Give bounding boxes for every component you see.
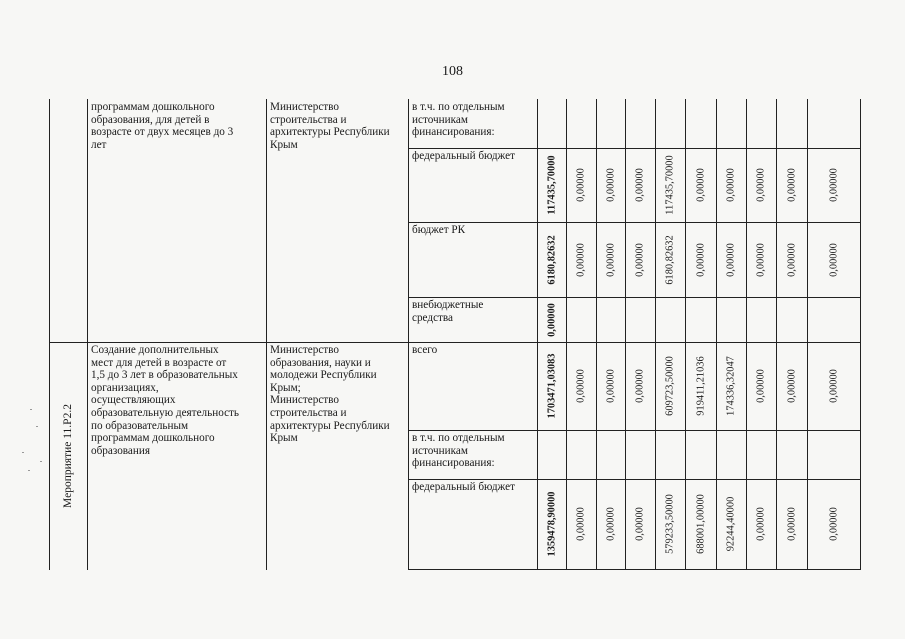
amount-year: 0,00000 (634, 369, 646, 403)
funding-table (49, 99, 860, 569)
scan-speck (36, 426, 38, 427)
table-rule-vertical (746, 99, 747, 570)
funding-source: в т.ч. по отдельным источникам финансирования: (412, 101, 505, 139)
table-rule-vertical (49, 99, 50, 570)
amount-total: 1703471,03083 (546, 353, 557, 419)
measure-description: Создание дополнительных мест для детей в возрасте от 1,5 до 3 лет в образовательных организациях, осуществляющих образовательную деятельность по образовательным программам дошкольного образования (91, 344, 240, 457)
table-rule-vertical (807, 99, 808, 570)
amount-total: 6180,82632 (546, 234, 557, 285)
table-rule-vertical (266, 99, 267, 570)
amount-year: 609723,50000 (664, 356, 676, 416)
amount-year: 919411,21036 (695, 356, 706, 416)
table-rule-horizontal (408, 430, 861, 431)
table-rule-vertical (625, 99, 626, 570)
amount-year: 688001,00000 (695, 494, 706, 554)
amount-year: 0,00000 (575, 369, 587, 403)
funding-source: федеральный бюджет (412, 150, 515, 162)
measure-description: программам дошкольного образования, для детей в возрасте от двух месяцев до 3 лет (91, 101, 234, 151)
table-rule-vertical (537, 99, 538, 570)
amount-total: 1359478,90000 (546, 491, 557, 557)
table-rule-vertical (566, 99, 567, 570)
measure-label: Мероприятие 11.P2.2 (62, 403, 74, 508)
amount-year: 579233,50000 (664, 494, 676, 554)
page-number: 108 (442, 64, 463, 79)
amount-year: 0,00000 (605, 507, 616, 541)
amount-year: 0,00000 (786, 242, 797, 277)
amount-year: 92244,40000 (725, 496, 737, 552)
amount-year: 0,00000 (755, 507, 767, 541)
amount-year: 174336,32047 (725, 356, 737, 416)
table-rule-vertical (716, 99, 717, 570)
funding-source: всего (412, 344, 438, 356)
table-rule-horizontal (408, 297, 861, 298)
scan-speck (30, 409, 32, 410)
amount-year: 0,00000 (575, 242, 587, 277)
executor: Министерство строительства и архитектуры Республики Крым (270, 101, 390, 151)
funding-source: внебюджетные средства (412, 299, 484, 324)
amount-year: 0,00000 (828, 369, 839, 403)
table-rule-vertical (596, 99, 597, 570)
amount-year: 6180,82632 (664, 234, 676, 285)
amount-year: 0,00000 (575, 507, 587, 541)
amount-year: 0,00000 (575, 168, 587, 202)
table-rule-vertical (655, 99, 656, 570)
table-rule-vertical (776, 99, 777, 570)
amount-total: 117435,70000 (546, 155, 557, 215)
amount-year: 0,00000 (828, 168, 839, 202)
funding-source: федеральный бюджет (412, 481, 515, 493)
amount-year: 0,00000 (605, 168, 616, 202)
amount-year: 0,00000 (755, 242, 767, 277)
scan-speck (22, 452, 24, 453)
scan-speck (28, 470, 30, 471)
amount-year: 0,00000 (695, 242, 706, 277)
amount-year: 0,00000 (725, 242, 737, 277)
table-rule-horizontal (408, 148, 861, 149)
amount-year: 0,00000 (786, 168, 797, 202)
funding-source: бюджет РК (412, 224, 466, 236)
amount-year: 0,00000 (695, 168, 706, 202)
amount-year: 0,00000 (755, 369, 767, 403)
funding-source: в т.ч. по отдельным источникам финансирования: (412, 432, 505, 470)
amount-year: 0,00000 (786, 369, 797, 403)
amount-year: 0,00000 (755, 168, 767, 202)
table-rule-horizontal (49, 342, 861, 343)
scan-speck (40, 461, 42, 462)
table-rule-horizontal (408, 222, 861, 223)
amount-year: 0,00000 (605, 242, 616, 277)
amount-year: 0,00000 (828, 242, 839, 277)
amount-year: 0,00000 (725, 168, 737, 202)
amount-year: 0,00000 (634, 242, 646, 277)
amount-year: 0,00000 (605, 369, 616, 403)
amount-year: 0,00000 (634, 507, 646, 541)
amount-total: 0,00000 (546, 302, 557, 337)
amount-year: 117435,70000 (664, 155, 676, 215)
amount-year: 0,00000 (828, 507, 839, 541)
executor: Министерство образования, науки и молодежи Республики Крым; Министерство строительства и архитектуры Республики Крым (270, 344, 390, 445)
table-rule-horizontal (408, 569, 861, 570)
table-rule-horizontal (408, 479, 861, 480)
table-rule-vertical (860, 99, 861, 570)
table-rule-vertical (87, 99, 88, 570)
amount-year: 0,00000 (634, 168, 646, 202)
table-rule-vertical (685, 99, 686, 570)
table-rule-vertical (408, 99, 409, 570)
amount-year: 0,00000 (786, 507, 797, 541)
